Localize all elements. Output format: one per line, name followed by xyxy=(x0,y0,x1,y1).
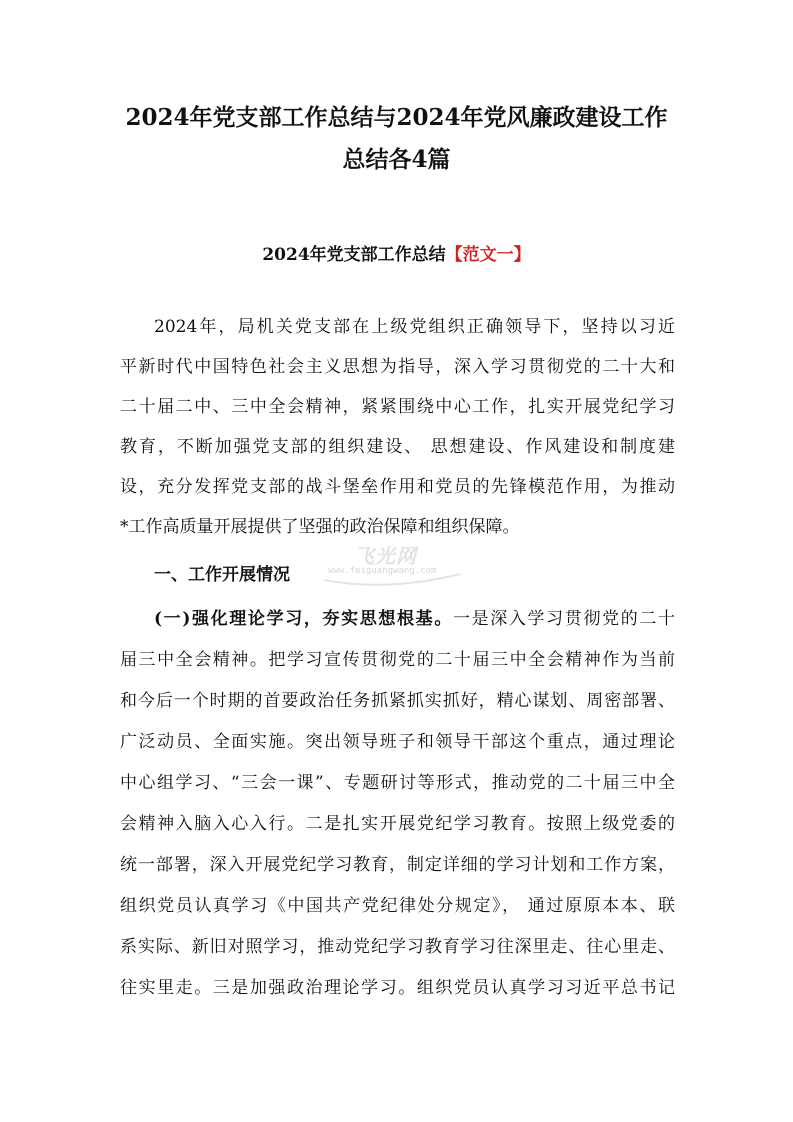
para1-line-4: 广泛动员、全面实施。突出领导班子和领导干部这个重点，通过理论 xyxy=(120,732,675,752)
intro-line-6: *工作高质量开展提供了坚强的政治保障和组织保障。 xyxy=(120,517,520,537)
para1-line-5: 中心组学习、“三会一课”、专题研讨等形式，推动党的二十届三中全 xyxy=(120,773,675,793)
section-title xyxy=(100,240,693,270)
subheading-theory-study: (一)强化理论学习，夯实思想根基。 xyxy=(154,609,453,629)
para1-line-7: 统一部署，深入开展党纪学习教育，制定详细的学习计划和工作方案， xyxy=(120,855,675,875)
watermark-logo: 飞光网 xyxy=(354,544,417,568)
intro-line-4: 教育，不断加强党支部的组织建设、 思想建设、作风建设和制度建 xyxy=(120,437,675,457)
intro-line-3: 二十届二中、三中全会精神，紧紧围绕中心工作，扎实开展党纪学习 xyxy=(120,397,675,417)
watermark-url: www.feiguangwang.com xyxy=(328,566,437,576)
intro-line-2: 平新时代中国特色社会主义思想为指导，深入学习贯彻党的二十大和 xyxy=(120,357,675,377)
para1-line-9: 系实际、新旧对照学习，推动党纪学习教育学习往深里走、往心里走、 xyxy=(120,937,675,957)
para1-line-2: 届三中全会精神。把学习宣传贯彻党的二十届三中全会精神作为当前 xyxy=(120,650,675,670)
para1-line-1-rest: 一是深入学习贯彻党的二十 xyxy=(452,609,676,629)
heading-work-situation: 一、工作开展情况 xyxy=(154,565,290,585)
para1-line-6: 会精神入脑入心入行。二是扎实开展党纪学习教育。按照上级党委的 xyxy=(120,814,675,834)
document-title-line-2: 总结各4篇 xyxy=(342,146,451,173)
para1-line-1 xyxy=(154,604,675,634)
section-title-text: 2024年党支部工作总结 xyxy=(262,245,446,265)
para1-line-10: 往实里走。三是加强政治理论学习。组织党员认真学习习近平总书记 xyxy=(120,978,675,998)
section-tag: 【范文一】 xyxy=(445,245,531,265)
document-title-line-1: 2024年党支部工作总结与2024年党风廉政建设工作 xyxy=(125,104,668,131)
intro-line-5: 设，充分发挥党支部的战斗堡垒作用和党员的先锋模范作用，为推动 xyxy=(120,477,675,497)
para1-line-3: 和今后一个时期的首要政治任务抓紧抓实抓好，精心谋划、周密部署、 xyxy=(120,691,675,711)
para1-line-8: 组织党员认真学习《中国共产党纪律处分规定》， 通过原原本本、联 xyxy=(120,896,675,916)
intro-line-1: 2024年，局机关党支部在上级党组织正确领导下，坚持以习近 xyxy=(154,317,675,337)
